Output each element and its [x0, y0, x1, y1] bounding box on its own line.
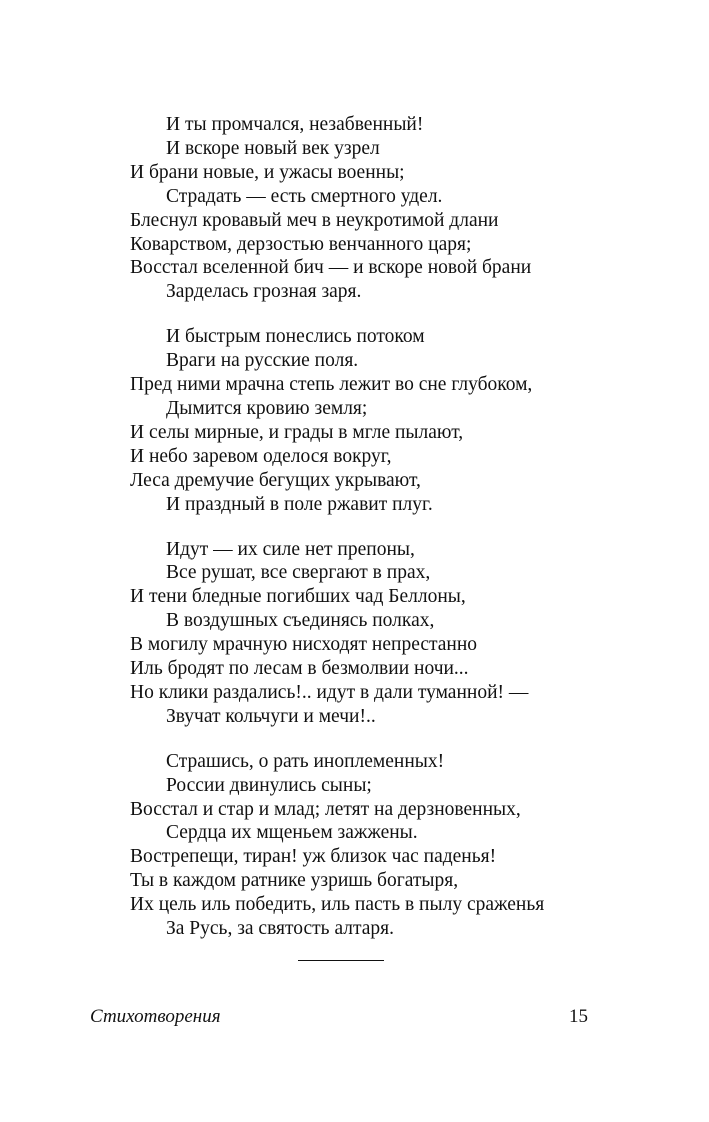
stanza [130, 325, 650, 516]
running-footer-title: Стихотворения [90, 1006, 221, 1027]
poem-line: Зарделась грозная заря. [166, 281, 362, 303]
poem-line: Звучат кольчуги и мечи!.. [166, 705, 376, 727]
poem-line: Коварством, дерзостью венчанного царя; [130, 233, 472, 255]
poem-line: И селы мирные, и грады в мгле пылают, [130, 421, 464, 443]
poem-line: Страшись, о рать иноплеменных! [166, 750, 445, 772]
poem-line: Страдать — есть смертного удел. [166, 185, 443, 207]
poem-line: Ты в каждом ратнике узришь богатыря, [130, 870, 459, 892]
poem-line: Их цель иль победить, иль пасть в пылу сраженья [130, 894, 545, 916]
poem-line: Но клики раздались!.. идут в дали туманной! — [130, 681, 529, 703]
poem-line: За Русь, за святость алтаря. [166, 918, 395, 940]
poem-line: В могилу мрачную нисходят непрестанно [130, 634, 478, 656]
poem-line: И небо заревом оделося вокруг, [130, 445, 392, 467]
poem-line: Восстал и стар и млад; летят на дерзновенных, [130, 798, 521, 820]
poem-line: И быстрым понеслись потоком [166, 326, 425, 348]
section-rule [298, 960, 384, 961]
poem-line: Враги на русские поля. [166, 350, 359, 372]
poem-line: России двинулись сыны; [166, 774, 372, 796]
poem-line: Иль бродят по лесам в безмолвии ночи... [130, 658, 469, 680]
poem-line: И ты промчался, незабвенный! [166, 114, 424, 135]
stanza [130, 113, 650, 304]
poem-line: Сердца их мщеньем зажжены. [166, 822, 418, 844]
poem-line: И тени бледные погибших чад Беллоны, [130, 586, 466, 608]
poem-line: В воздушных съединясь полках, [166, 610, 435, 632]
poem-line: Все рушат, все свергают в прах, [166, 562, 431, 584]
poem-line: И брани новые, и ужасы военны; [130, 161, 405, 183]
poem-body [130, 113, 650, 962]
poem-line: И праздный в поле ржавит плуг. [166, 493, 433, 515]
stanza [130, 750, 650, 941]
poem-line: И вскоре новый век узрел [166, 137, 380, 159]
stanza [130, 538, 650, 729]
poem-line: Вострепещи, тиран! уж близок час паденья! [130, 846, 497, 868]
poem-line: Восстал вселенной бич — и вскоре новой брани [130, 257, 532, 279]
poem-line: Блеснул кровавый меч в неукротимой длани [130, 209, 499, 231]
poem-line: Идут — их силе нет препоны, [166, 538, 415, 560]
page-number: 15 [569, 1006, 588, 1027]
poem-line: Дымится кровию земля; [166, 397, 368, 419]
poem-line: Леса дремучие бегущих укрывают, [130, 469, 421, 491]
poem-line: Пред ними мрачна степь лежит во сне глубоком, [130, 374, 533, 396]
